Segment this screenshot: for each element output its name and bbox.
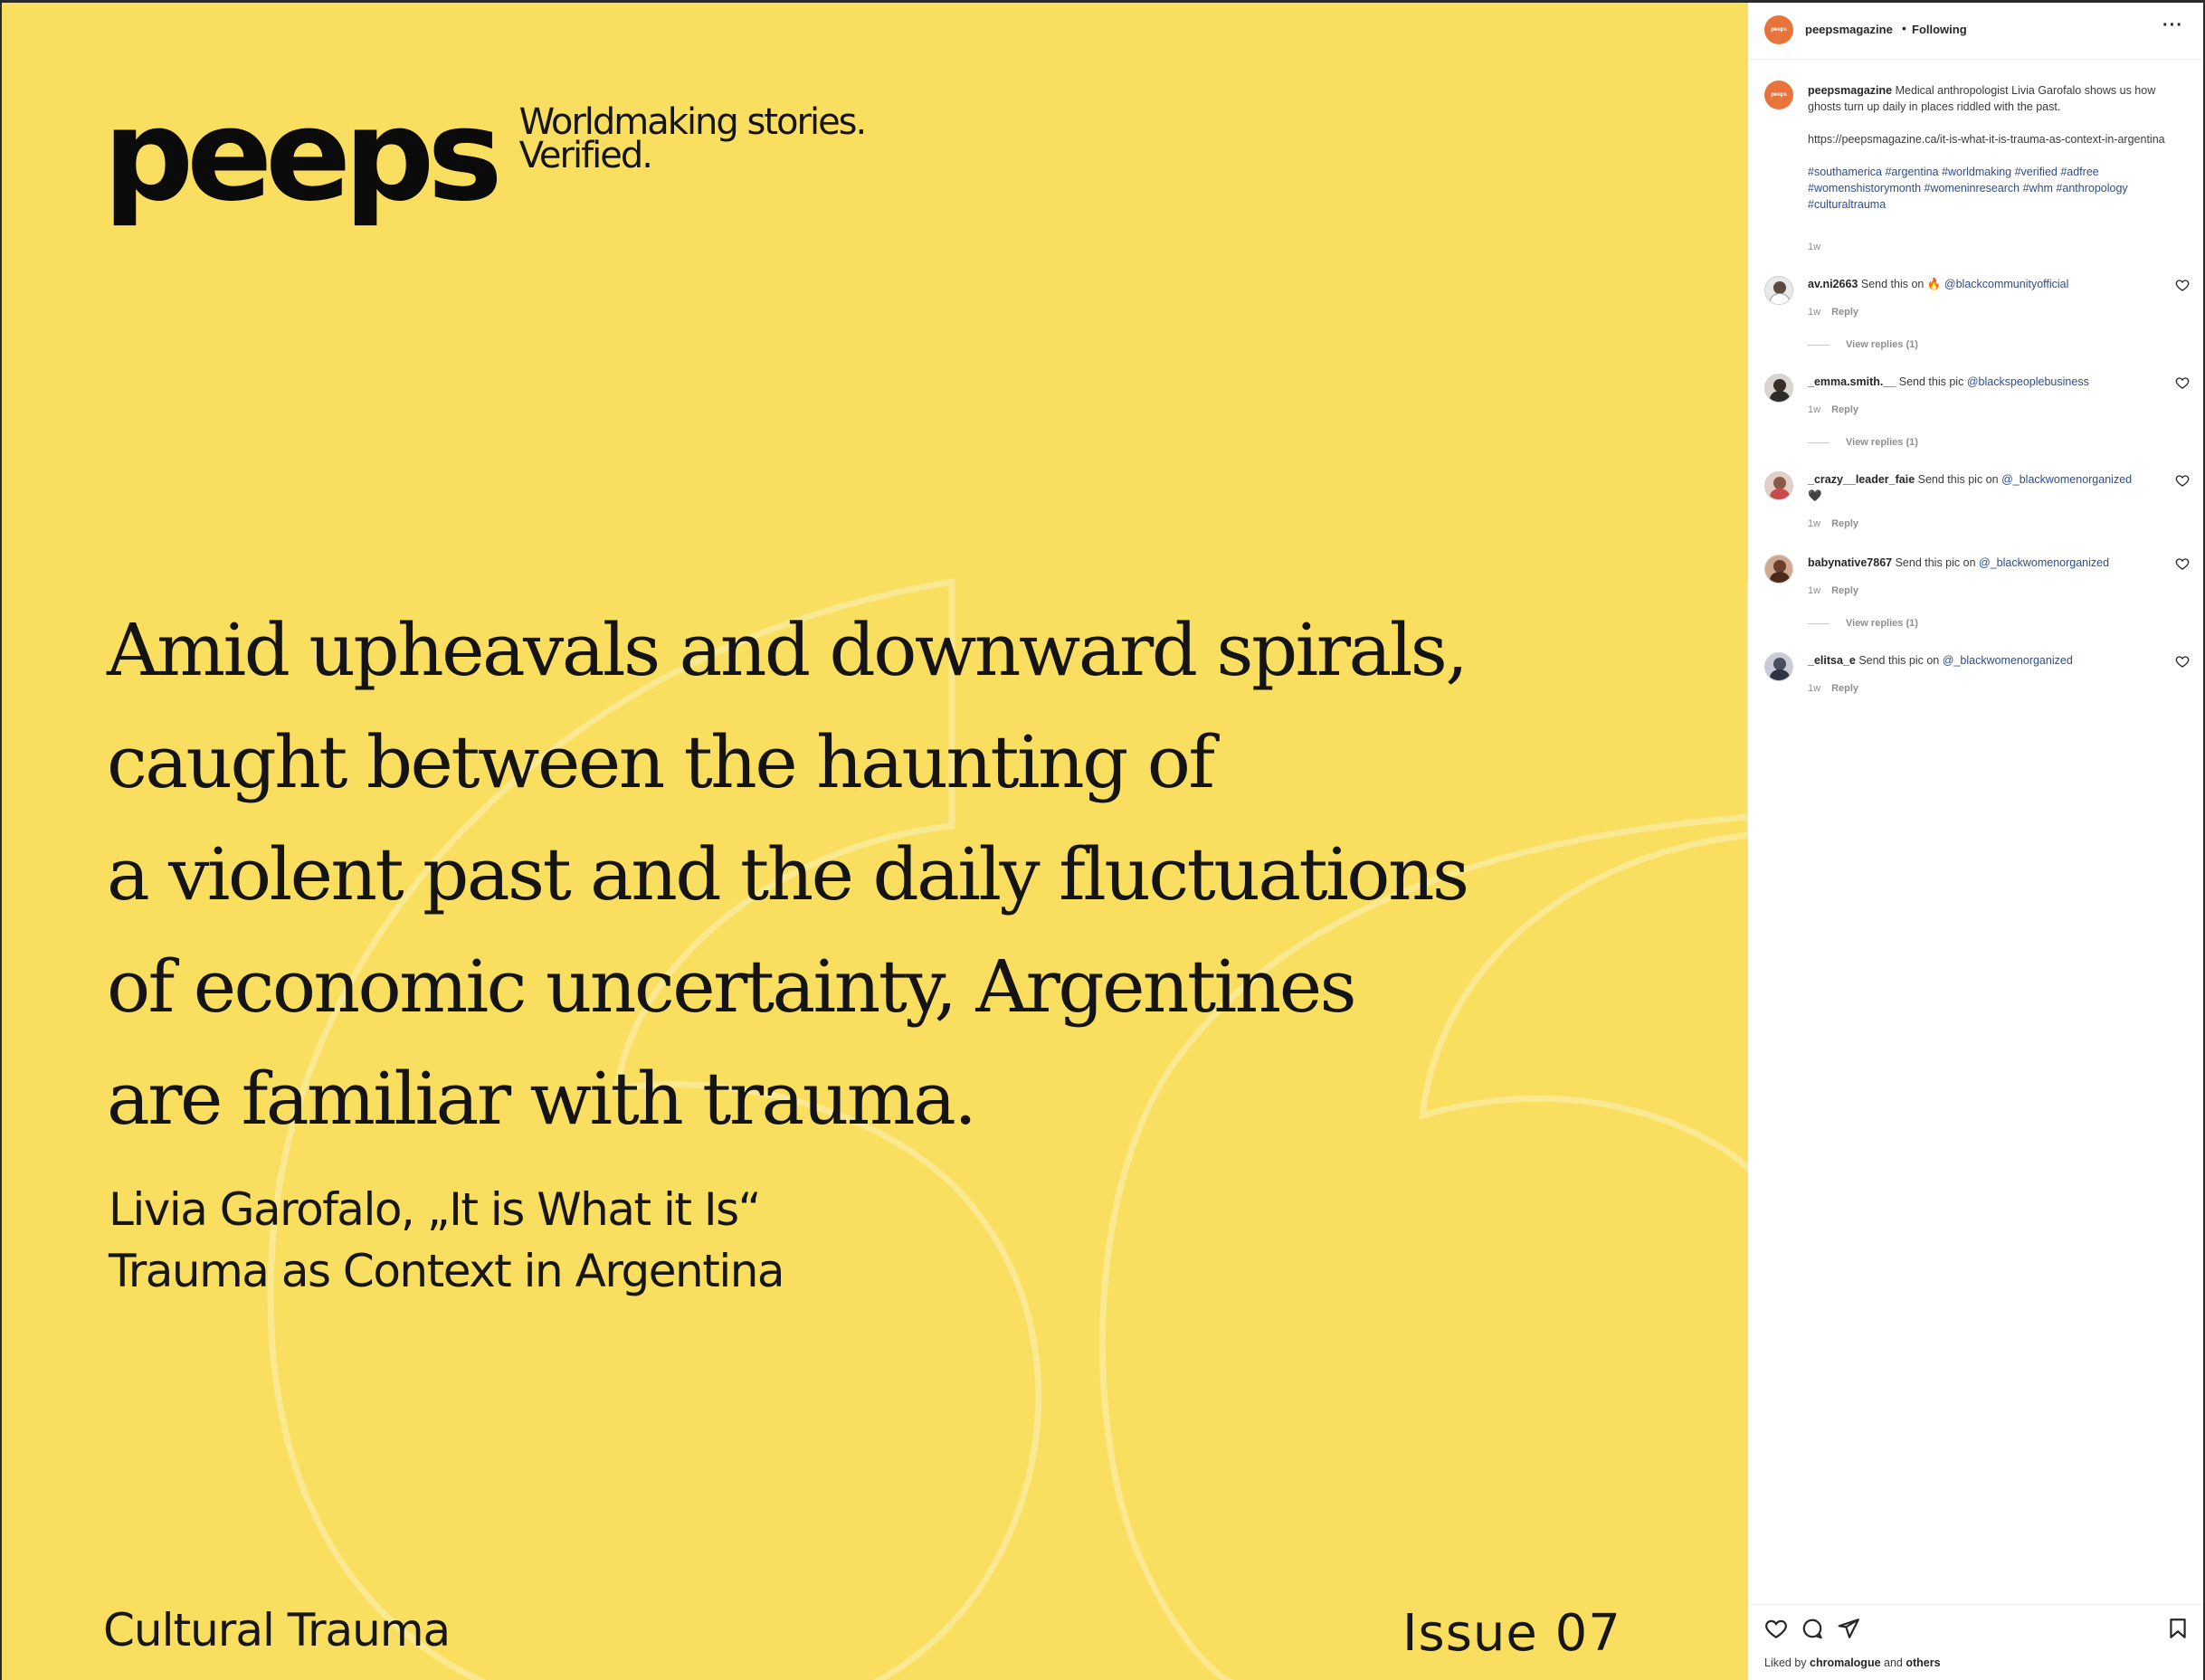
more-horizontal-icon[interactable]: ··· [2162,15,2183,35]
topic-label: Cultural Trauma [103,1604,451,1656]
replies-line [1808,623,1830,624]
comment-message: Send this pic on [1917,473,1999,486]
comment-timestamp: 1w [1808,307,1821,318]
quote-line: caught between the haunting of [107,720,1213,804]
reply-button[interactable]: Reply [1831,307,1859,318]
attribution-line-2: Trauma as Context in Argentina [109,1245,784,1297]
following-button[interactable]: Following [1912,23,1967,36]
post-caption [1808,82,2188,213]
reply-button[interactable]: Reply [1831,585,1859,596]
view-replies-label: View replies (1) [1846,339,1918,350]
comment-item [1764,374,2190,455]
liked-by-user[interactable]: chromalogue [1810,1656,1881,1669]
comment-meta [1808,518,1858,529]
view-replies-button[interactable] [1808,437,1918,448]
heart-icon[interactable] [2175,473,2190,488]
heart-icon[interactable] [2175,556,2190,571]
commenter-username[interactable]: babynative7867 [1808,556,1893,569]
header-divider [1748,59,2203,60]
quote-attribution [109,1179,784,1302]
caption-avatar[interactable] [1764,81,1793,109]
caption-text: Medical anthropologist Livia Garofalo shows us how ghosts turn up daily in places riddled with the past. [1808,84,2156,113]
comment-message: Send this pic on [1858,654,1940,667]
comment-timestamp: 1w [1808,585,1821,596]
comment-meta [1808,404,1858,415]
comment-mention[interactable]: @_blackwomenorganized [2001,473,2133,486]
reply-button[interactable]: Reply [1831,404,1859,415]
caption-url[interactable]: https://peepsmagazine.ca/it-is-what-it-is-trauma-as-context-in-argentina [1808,133,2165,146]
comment-timestamp: 1w [1808,518,1821,529]
comment-timestamp: 1w [1808,683,1821,694]
heart-icon[interactable] [2175,375,2190,390]
liked-by-prefix: Liked by [1764,1656,1807,1669]
comment-item [1764,276,2190,357]
comment-text [1808,555,2152,571]
comment-item [1764,652,2190,707]
commenter-username[interactable]: _elitsa_e [1808,654,1856,667]
avatar-text: peeps [1771,27,1787,33]
quote-line: a violent past and the daily fluctuations [107,832,1468,916]
commenter-avatar[interactable] [1764,555,1793,584]
view-replies-label: View replies (1) [1846,437,1918,448]
brand-header [103,82,866,230]
header-separator: • [1902,21,1906,35]
commenter-avatar[interactable] [1764,471,1793,500]
bookmark-icon[interactable] [2166,1617,2190,1640]
send-icon[interactable] [1837,1617,1860,1640]
heart-icon[interactable] [2175,278,2190,292]
comment-meta [1808,307,1858,318]
tagline-line-2: Verified. [518,135,652,176]
comment-text [1808,374,2152,390]
replies-line [1808,442,1830,443]
comment-mention[interactable]: @blackspeoplebusiness [1966,375,2089,388]
brand-tagline [518,101,866,176]
comment-item [1764,471,2190,535]
commenter-username[interactable]: _crazy__leader_faie [1808,473,1915,486]
liked-by-conjunction: and [1884,1656,1903,1669]
brand-logo: peeps [103,82,496,230]
issue-label: Issue 07 [1402,1604,1621,1663]
caption-timestamp: 1w [1808,242,1821,252]
comment-text [1808,276,2152,292]
commenter-avatar[interactable] [1764,652,1793,681]
liked-by-summary [1764,1656,1941,1669]
comment-mention[interactable]: @_blackwomenorganized [1942,654,2073,667]
author-username[interactable]: peepsmagazine [1805,23,1893,36]
pull-quote [107,594,1663,1155]
view-replies-label: View replies (1) [1846,618,1918,629]
post-actions [1764,1617,2190,1644]
quote-line: of economic uncertainty, Argentines [107,944,1355,1029]
commenter-avatar[interactable] [1764,374,1793,403]
comment-message: Send this pic on [1895,556,1976,569]
caption-username[interactable]: peepsmagazine [1808,84,1893,97]
commenter-username[interactable]: av.ni2663 [1808,278,1858,290]
comment-message: Send this pic [1898,375,1964,388]
liked-by-others[interactable]: others [1906,1656,1941,1669]
quote-line: Amid upheavals and downward spirals, [107,608,1467,692]
comment-mention[interactable]: @blackcommunityofficial [1944,278,2069,290]
replies-line [1808,345,1830,346]
commenter-avatar[interactable] [1764,276,1793,305]
comment-text [1808,652,2152,669]
fire-emoji: 🔥 [1926,278,1942,290]
tagline-line-1: Worldmaking stories. [518,101,866,143]
heart-icon[interactable] [2175,654,2190,669]
black-heart-emoji: 🖤 [1808,489,1822,502]
commenter-username[interactable]: _emma.smith.__ [1808,375,1896,388]
comment-meta [1808,585,1858,596]
reply-button[interactable]: Reply [1831,518,1859,529]
comment-icon[interactable] [1801,1617,1824,1640]
caption-hashtags[interactable]: #southamerica #argentina #worldmaking #verified #adfree #womenshistorymonth #womeninresearch #whm #anthropology #culturaltrauma [1808,166,2128,211]
heart-icon[interactable] [1764,1617,1788,1640]
comment-meta [1808,683,1858,694]
comment-timestamp: 1w [1808,404,1821,415]
quote-line: are familiar with trauma. [107,1057,975,1141]
attribution-line-1: Livia Garofalo, „It is What it Is“ [109,1183,761,1236]
comment-message: Send this on [1860,278,1925,290]
author-avatar[interactable] [1764,15,1793,44]
view-replies-button[interactable] [1808,618,1918,629]
reply-button[interactable]: Reply [1831,683,1859,694]
comment-mention[interactable]: @_blackwomenorganized [1979,556,2110,569]
avatar-text: peeps [1771,92,1787,98]
post-sidebar [1748,0,2205,1680]
comment-text [1808,471,2152,504]
view-replies-button[interactable] [1808,339,1918,350]
comment-item [1764,555,2190,636]
actions-divider [1748,1604,2203,1605]
